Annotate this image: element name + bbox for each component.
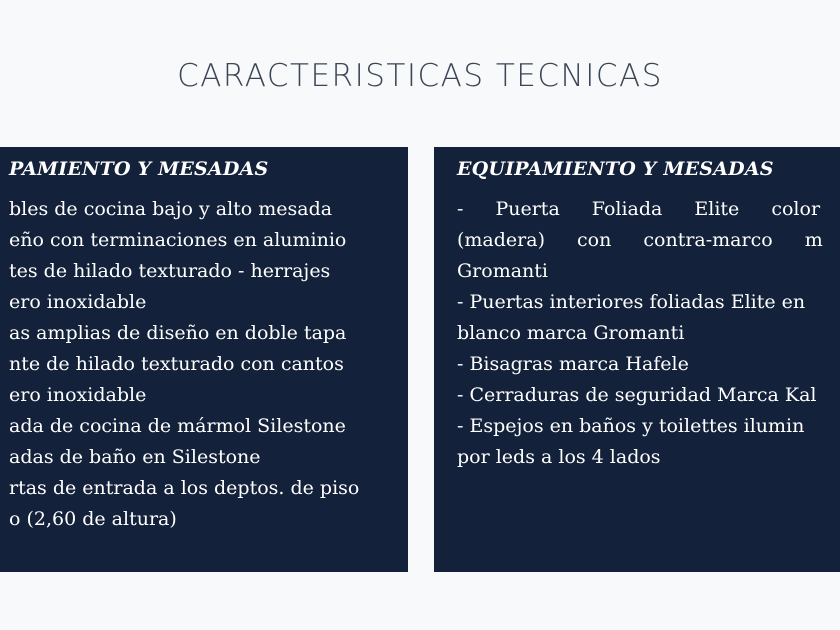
list-item: bles de cocina bajo y alto mesada bbox=[9, 198, 333, 220]
list-item: rtas de entrada a los deptos. de piso bbox=[9, 477, 360, 499]
list-item: - Puertas interiores foliadas Elite en bbox=[457, 291, 806, 313]
list-item: - Cerraduras de seguridad Marca Kal bbox=[457, 384, 817, 406]
list-item: nte de hilado texturado con cantos bbox=[9, 353, 344, 375]
page-title: CARACTERISTICAS TECNICAS bbox=[177, 58, 663, 94]
list-item: ada de cocina de mármol Silestone bbox=[9, 415, 346, 437]
list-item: eño con terminaciones en aluminio bbox=[9, 229, 347, 251]
left-card-content bbox=[0, 157, 368, 535]
list-item: ero inoxidable bbox=[9, 291, 147, 313]
list-item: - Bisagras marca Hafele bbox=[457, 353, 689, 375]
list-item: por leds a los 4 lados bbox=[457, 446, 661, 468]
list-item: as amplias de diseño en doble tapa bbox=[9, 322, 347, 344]
list-item: ero inoxidable bbox=[9, 384, 147, 406]
list-item: blanco marca Gromanti bbox=[457, 322, 685, 344]
right-card-heading: EQUIPAMIENTO Y MESADAS bbox=[457, 158, 774, 180]
list-item: - Puerta Foliada Elite color bbox=[457, 198, 821, 220]
list-item: (madera) con contra-marco m bbox=[457, 229, 823, 251]
list-item: Gromanti bbox=[457, 260, 548, 282]
left-feature-card bbox=[0, 147, 408, 572]
list-item: tes de hilado texturado - herrajes bbox=[9, 260, 331, 282]
left-card-heading: PAMIENTO Y MESADAS bbox=[9, 158, 269, 180]
list-item: adas de baño en Silestone bbox=[9, 446, 261, 468]
right-feature-card bbox=[434, 147, 840, 572]
left-card-list bbox=[0, 194, 368, 535]
right-card-content bbox=[457, 157, 840, 473]
right-card-list bbox=[457, 194, 840, 473]
list-item: o (2,60 de altura) bbox=[9, 508, 177, 530]
list-item: - Espejos en baños y toilettes ilumin bbox=[457, 415, 805, 437]
